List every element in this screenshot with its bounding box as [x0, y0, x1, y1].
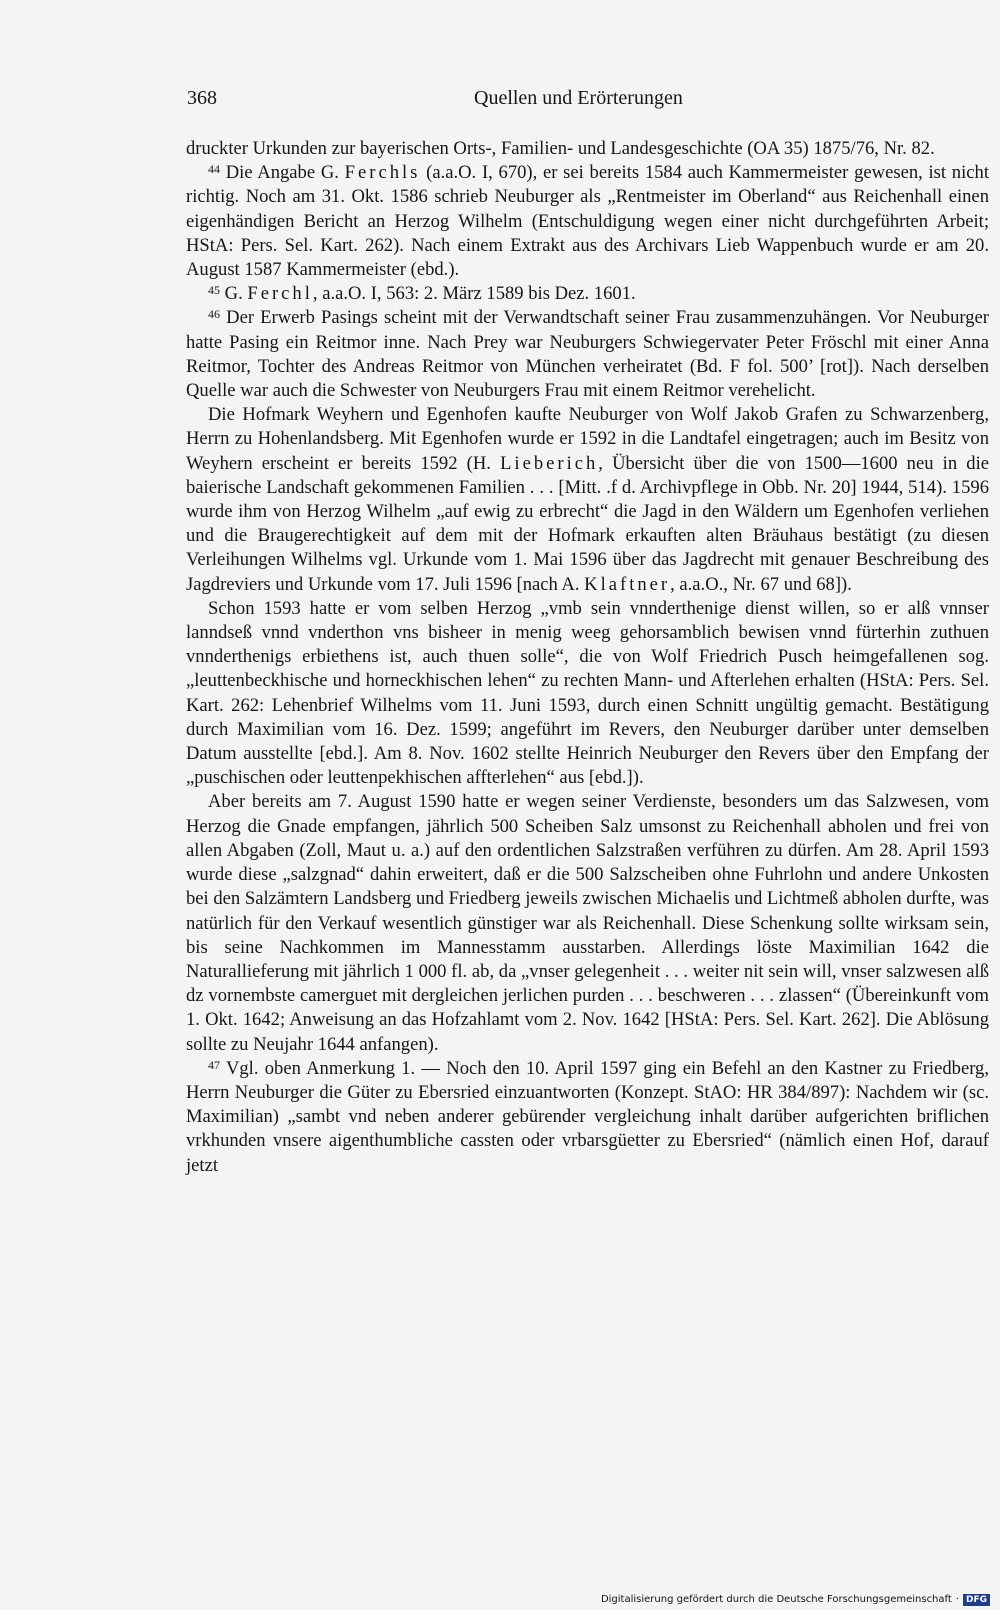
footnote-46: $^{46}$ Der Erwerb Pasings scheint mit der Verwandtschaft seiner Frau zusammenzuhängen. Vor Neuburger hatte Pasing ein Reitmor inne. Nach Prey war Neuburgers Schwiegervater Peter Fröschl mit einer Anna Reitmor, Tochter des Andreas Reitmor von München verheiratet (Bd. F fol. 500’ [rot]). Nach derselben Quelle war auch die Schwester von Neuburgers Frau mit einem Reitmor verehelicht.	[186, 307, 989, 402]
page-body	[186, 137, 989, 1178]
footnote-47: $^{47}$ Vgl. oben Anmerkung 1. — Noch den 10. April 1597 ging ein Befehl an den Kastner zu Friedberg, Herrn Neuburger die Güter zu Ebersried einzuantworten (Konzept. StAO: HR 384/897): Nachdem wir (sc. Maximilian) „sambt vnd neben anderer gebürender vergleichung inhalt darüber aufgerichten briflichen vrkhunden vnsere aigenthumbliche cassten oder vrbarsgüetter zu Ebersried“ (nämlich einen Hof, darauf jetzt	[186, 1057, 990, 1176]
digitization-credit: Digitalisierung gefördert durch die Deutsche Forschungsgemeinschaft · DFG	[601, 1593, 990, 1606]
author-name: Ferchls	[344, 162, 421, 184]
credit-text: Digitalisierung gefördert durch die Deutsche Forschungsgemeinschaft	[600, 1594, 952, 1605]
paragraph-continuation: druckter Urkunden zur bayerischen Orts-, Familien- und Landesgeschichte (OA 35) 1875/76, Nr. 82.	[186, 138, 935, 159]
footnote-45: $^{45}$ G. Ferchl, a.a.O. I, 563: 2. März 1589 bis Dez. 1601.	[208, 283, 636, 305]
dfg-logo: DFG	[963, 1594, 990, 1606]
footnote-44: $^{44}$ Die Angabe G. Ferchls (a.a.O. I, 670), er sei bereits 1584 auch Kammermeister gewesen, ist nicht richtig. Noch am 31. Okt. 1586 schrieb Neuburger als „Rentmeister im Oberland“ aus Reichenhall einen eigenhändigen Bericht an Herzog Wilhelm (Entschuldigung wegen einer nicht durchgeführten Arbeit; HStA: Pers. Sel. Kart. 262). Nach einem Extrakt aus des Archivars Lieb Wappenbuch wurde er am 20. August 1587 Kammermeister (ebd.).	[186, 162, 989, 281]
page-number: 368	[187, 87, 217, 109]
author-name: Klaftner	[584, 573, 671, 595]
paragraph-hofmark: Die Hofmark Weyhern und Egenhofen kaufte Neuburger von Wolf Jakob Grafen zu Schwarzenberg, Herrn zu Hohenlandsberg. Mit Egenhofen wurde er 1592 in die Landtafel eingetragen; auch im Besitz von Weyhern erscheint er bereits 1592 (H. Lieberich, Übersicht über die von 1500—1600 neu in die baierische Landschaft gekommenen Familien . . . [Mitt. .f d. Archivpflege in Obb. Nr. 20] 1944, 514). 1596 wurde ihm von Herzog Wilhelm „auf ewig zu erbrecht“ die Jagd in den Wäldern um Egenhofen verliehen und die Braugerechtigkeit auf dem mit der Hofmark erkauften alten Bräuhaus bestätigt (zu diesen Verleihungen Wilhelms vgl. Urkunde vom 1. Mai 1596 über das Jagdrecht mit genauer Beschreibung des Jagdreviers und Urkunde vom 17. Juli 1596 [nach A. Klaftner, a.a.O., Nr. 67 und 68]).	[186, 404, 989, 595]
footnote-number: 45	[208, 283, 220, 298]
running-title: Quellen und Erörterungen	[474, 87, 683, 109]
footnote-number: 47	[208, 1057, 220, 1072]
footnote-number: 44	[208, 162, 220, 177]
author-name: Lieberich	[500, 452, 599, 474]
paragraph-salzgnad: Aber bereits am 7. August 1590 hatte er wegen seiner Verdienste, besonders um das Salzwesen, vom Herzog die Gnade empfangen, jährlich 500 Scheiben Salz umsonst zu Reichenhall abholen und frei von allen Abgaben (Zoll, Maut u. a.) auf den ordentlichen Salzstraßen verführen zu dürfen. Am 28. April 1593 wurde diese „salzgnad“ dahin erweitert, daß er die 500 Salzscheiben ohne Fuhrlohn und andere Unkosten bei den Salzämtern Landsberg und Friedberg jeweils zwischen Michaelis und Lichtmeß abholen durfte, was natürlich für den Verkauf wesentlich günstiger war als Reichenhall. Diese Schenkung sollte wirksam sein, bis seine Nachkommen im Mannesstamm ausstarben. Allerdings löste Maximilian 1642 die Naturallieferung mit jährlich 1 000 fl. ab, da „vnser gelegenheit . . . weiter nit sein will, vnser salzwesen alß dz vornembste camerguet mit dergleichen jerlichen purden . . . beschweren . . . zlassen“ (Übereinkunft vom 1. Okt. 1642; Anweisung an das Hofzahlamt vom 2. Nov. 1642 [HStA: Pers. Sel. Kart. 262]. Die Ablösung sollte zu Neujahr 1644 anfangen).	[186, 791, 989, 1055]
paragraph-lehen: Schon 1593 hatte er vom selben Herzog „vmb sein vnnderthenige dienst willen, so er alß vnnser lanndseß vnnd vnderthon vns bisheer in menig weeg gehorsamblich bewisen vnnd fürterhin zuthuen vnnderthenigs erbiethens ist, auch thuen solle“, die von Wolf Friedrich Pusch heimgefallenen sog. „leuttenbeckhische und horneckhischen lehen“ zu rechten Mann- und Afterlehen erhalten (HStA: Pers. Sel. Kart. 262: Lehenbrief Wilhelms vom 11. Juni 1593, durch einen Schnitt ungültig gemacht. Bestätigung durch Maximilian vom 16. Dez. 1599; angeführt im Revers, den Neuburger darüber unter demselben Datum ausstellte [ebd.]. Am 8. Nov. 1602 stellte Heinrich Neuburger den Revers über den Empfang der „puschischen oder leuttenpekhischen affterlehen“ aus [ebd.]).	[186, 597, 989, 789]
author-name: Ferchl	[247, 283, 313, 305]
footnote-number: 46	[208, 307, 220, 322]
